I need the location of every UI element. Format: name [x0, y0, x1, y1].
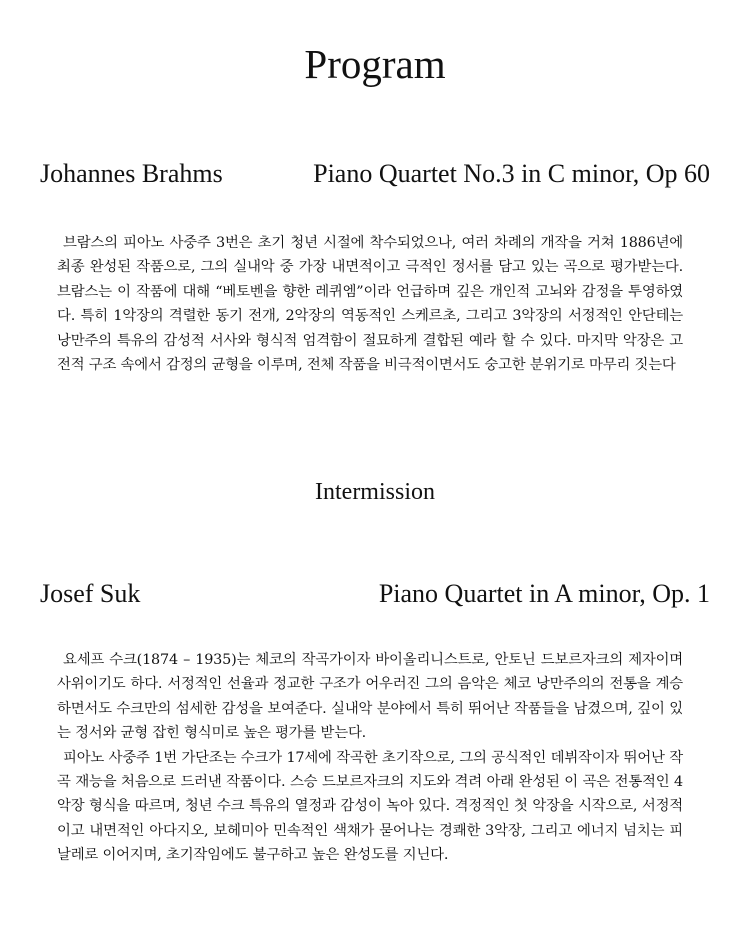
work-title: Piano Quartet in A minor, Op. 1 — [378, 579, 710, 608]
notes-paragraph: 브람스의 피아노 사중주 3번은 초기 청년 시절에 착수되었으나, 여러 차례의 개작을 거쳐 1886년에 최종 완성된 작품으로, 그의 실내악 중 가장 내면적이고 극적인 정서를 담고 있는 곡으로 평가받는다. 브람스는 이 작품에 대해 “베토벤을 향한 레퀴엠”이라 언급하며 깊은 개인적 고뇌와 감정을 투영하였다. 특히 1악장의 격렬한 동기 전개, 2악장의 역동적인 스케르초, 그리고 3악장의 서정적인 안단테는 낭만주의 특유의 감성적 서사와 형식적 엄격함이 절묘하게 결합된 예라 할 수 있다. 마지막 악장은 고전적 구조 속에서 감정의 균형을 이루며, 전체 작품을 비극적이면서도 숭고한 분위기로 마무리 짓는다 — [57, 235, 683, 374]
notes-paragraph: 피아노 사중주 1번 가단조는 수크가 17세에 작곡한 초기작으로, 그의 공식적인 데뷔작이자 뛰어난 작곡 재능을 처음으로 드러낸 작품이다. 스승 드보르자크의 지도와 격려 아래 완성된 이 곡은 전통적인 4악장 형식을 따르며, 청년 수크 특유의 열정과 감성이 녹아 있다. 격정적인 첫 악장을 시작으로, 서정적이고 내면적인 아다지오, 보헤미아 민속적인 색채가 묻어나는 경쾌한 3악장, 그리고 에너지 넘치는 피날레로 이어지며, 초기작임에도 불구하고 높은 완성도를 지닌다. — [57, 749, 683, 864]
piece-header-suk — [40, 577, 710, 611]
composer-name: Josef Suk — [40, 579, 141, 608]
program-notes-suk — [57, 648, 683, 868]
notes-paragraph: 요세프 수크(1874 – 1935)는 체코의 작곡가이자 바이올리니스트로, 안토닌 드보르자크의 제자이며 사위이기도 하다. 서정적인 선율과 정교한 구조가 어우러진 그의 음악은 체코 낭만주의의 전통을 계승하면서도 수크만의 섬세한 감성을 보여준다. 실내악 분야에서 특히 뛰어난 작품들을 남겼으며, 깊이 있는 정서와 균형 잡힌 형식미로 높은 평가를 받는다. — [57, 652, 683, 742]
piece-header-brahms — [40, 157, 710, 191]
intermission-label: Intermission — [315, 479, 435, 505]
work-title: Piano Quartet No.3 in C minor, Op 60 — [313, 159, 710, 188]
page-title: Program — [304, 41, 446, 87]
program-notes-brahms — [57, 231, 683, 377]
composer-name: Johannes Brahms — [40, 159, 223, 188]
